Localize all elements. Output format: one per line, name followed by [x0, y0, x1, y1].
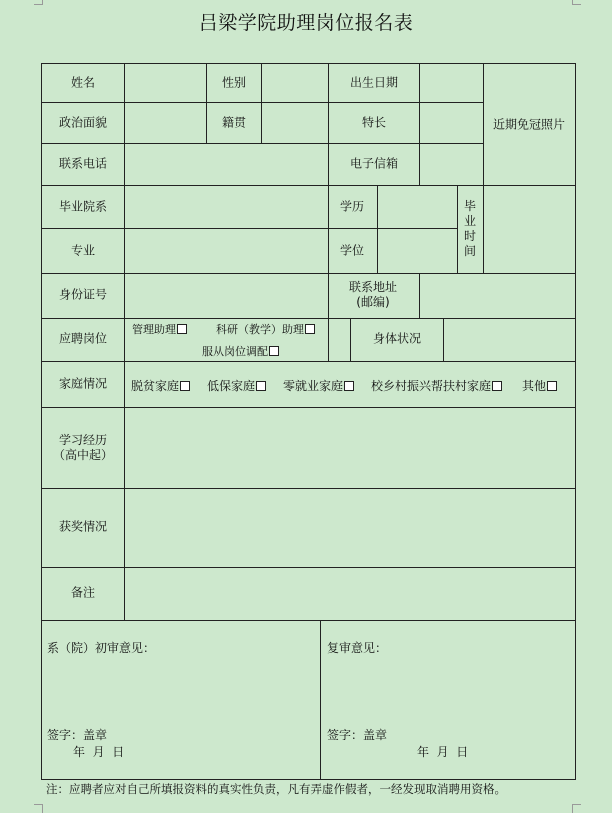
option-low-income[interactable]: [207, 377, 266, 394]
col-line: [483, 185, 484, 273]
label-photo: 近期免冠照片: [492, 117, 566, 132]
col-line: [443, 318, 444, 361]
label-phone: 联系电话: [58, 156, 108, 171]
col-line: [350, 318, 351, 361]
label-position: 应聘岗位: [58, 331, 108, 346]
label-birth-date: 出生日期: [349, 75, 399, 90]
option-research-assistant[interactable]: [216, 321, 315, 337]
checkbox-icon[interactable]: [256, 381, 266, 391]
option-text: 脱贫家庭: [131, 379, 180, 393]
footer-note: 注：应聘者应对自己所填报资料的真实性负责，凡有弄虚作假者，一经发现取消聘用资格。: [46, 782, 506, 796]
label-awards: 获奖情况: [58, 519, 108, 534]
option-rural-revitalization[interactable]: [371, 377, 502, 394]
col-line: [483, 64, 484, 185]
label-graduation-time: 毕业时间: [463, 199, 476, 258]
col-line: [328, 64, 329, 185]
label-first-review: 系（院）初审意见：: [47, 641, 156, 655]
option-text: 校乡村振兴帮扶村家庭: [371, 379, 492, 393]
label-first-date: 年 月 日: [73, 745, 125, 759]
label-email: 电子信箱: [349, 156, 399, 171]
col-line: [261, 64, 262, 143]
option-text: 服从岗位调配: [202, 345, 268, 358]
form-title: 吕梁学院助理岗位报名表: [198, 12, 414, 34]
label-gender: 性别: [221, 75, 247, 90]
checkbox-icon[interactable]: [177, 324, 187, 334]
label-specialty: 特长: [361, 115, 387, 130]
label-health: 身体状况: [372, 331, 422, 346]
col-line: [419, 273, 420, 318]
option-text: 低保家庭: [207, 379, 256, 393]
option-other[interactable]: [522, 377, 557, 394]
label-degree: 学位: [339, 243, 365, 258]
option-text: 零就业家庭: [283, 379, 344, 393]
checkbox-icon[interactable]: [547, 381, 557, 391]
row-line: [42, 143, 483, 144]
label-education: 学历: [339, 199, 365, 214]
label-remarks: 备注: [70, 585, 96, 600]
label-major: 专业: [70, 243, 96, 258]
label-first-sign: 签字：盖章: [47, 728, 108, 742]
label-id-number: 身份证号: [58, 287, 108, 302]
label-address: [349, 280, 397, 310]
row-line: [42, 620, 575, 621]
label-postcode-text: (邮编): [356, 295, 390, 309]
col-line: [419, 64, 420, 185]
corner-mark-top-right: [572, 0, 581, 5]
corner-mark-top-left: [34, 0, 43, 5]
row-line: [42, 361, 575, 362]
col-line: [124, 64, 125, 620]
row-line: [42, 318, 575, 319]
checkbox-icon[interactable]: [180, 381, 190, 391]
option-text: 科研（教学）助理: [216, 323, 304, 336]
option-management-assistant[interactable]: [132, 321, 187, 337]
col-line: [377, 185, 378, 273]
row-line: [42, 273, 575, 274]
application-form-table: [41, 63, 576, 780]
option-text: 管理助理: [132, 323, 176, 336]
label-study-history: [53, 433, 113, 463]
label-political-status: 政治面貌: [58, 115, 108, 130]
row-line: [42, 567, 575, 568]
label-name: 姓名: [70, 75, 96, 90]
checkbox-icon[interactable]: [269, 346, 279, 356]
row-line: [42, 102, 483, 103]
col-line: [320, 620, 321, 779]
label-address-text: 联系地址: [348, 280, 398, 294]
checkbox-icon[interactable]: [492, 381, 502, 391]
option-text: 其他: [522, 379, 547, 393]
row-line: [42, 407, 575, 408]
col-line: [457, 185, 458, 273]
option-poverty-alleviated[interactable]: [131, 377, 190, 394]
label-native-place: 籍贯: [221, 115, 247, 130]
row-line: [42, 488, 575, 489]
option-accept-reassignment[interactable]: [202, 343, 279, 359]
checkbox-icon[interactable]: [305, 324, 315, 334]
label-family: 家庭情况: [58, 376, 108, 391]
label-study-line2: （高中起）: [52, 448, 114, 462]
row-line: [42, 185, 575, 186]
label-second-sign: 签字：盖章: [327, 728, 388, 742]
label-college: 毕业院系: [58, 199, 108, 214]
option-zero-employment[interactable]: [283, 377, 354, 394]
label-study-line1: 学习经历: [58, 433, 108, 447]
row-line: [42, 228, 457, 229]
col-line: [328, 185, 329, 361]
label-second-date: 年 月 日: [417, 745, 469, 759]
col-line: [206, 64, 207, 143]
checkbox-icon[interactable]: [344, 381, 354, 391]
label-second-review: 复审意见：: [327, 641, 388, 655]
